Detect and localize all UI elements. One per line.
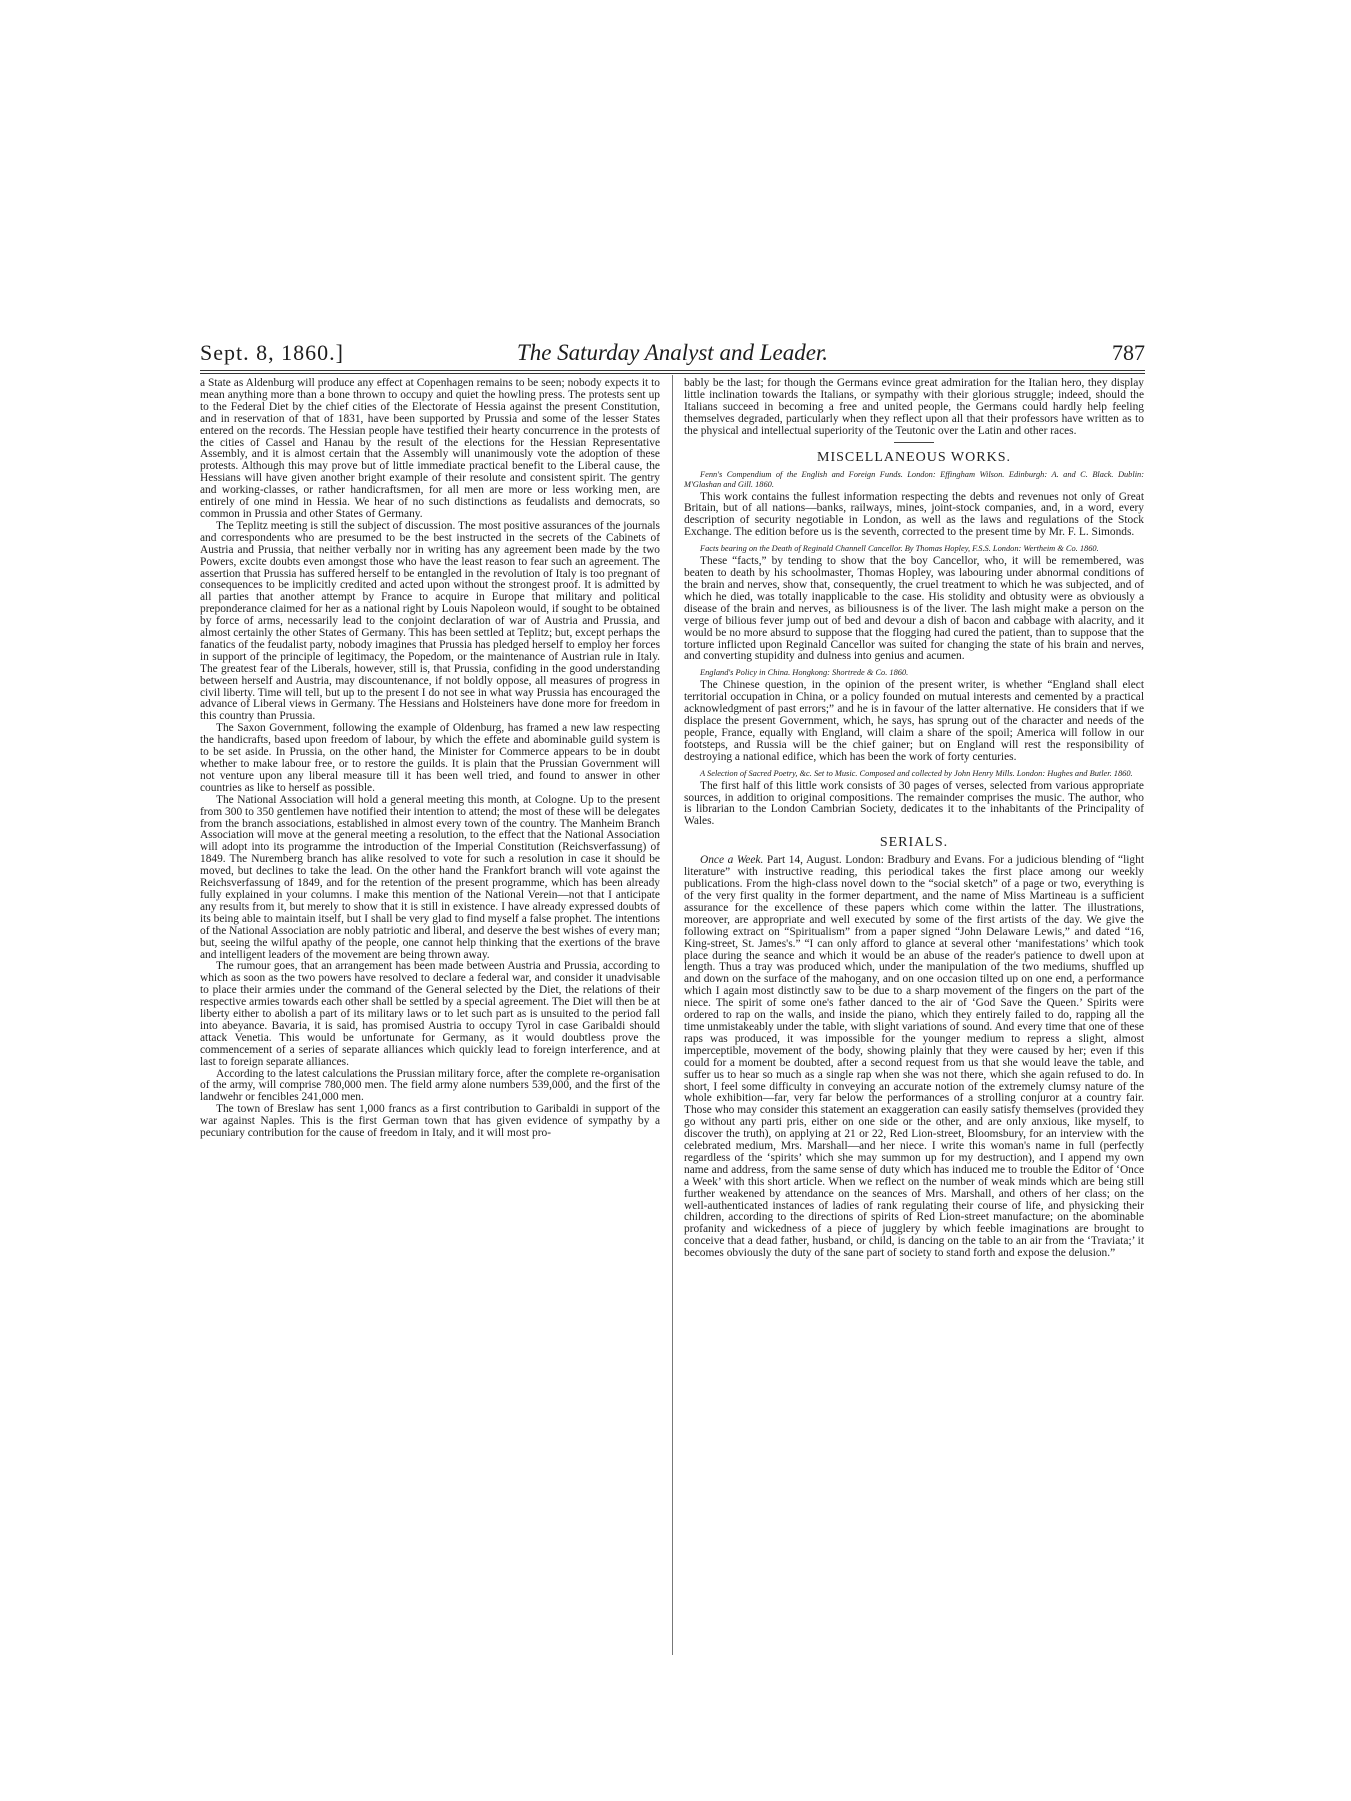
right-column [684,378,1144,1658]
paragraph-rumour: The rumour goes, that an arrangement has been made between Austria and Prussia, according to which as soon as the two powers have resolved to declare a federal war, and consider it unadvisable to place their armies under the command of the General selected by the Diet, the relations of their respective armies towards each other shall be settled by a special agreement. The Diet will then be at liberty either to abolish a part of its military laws or to let such part as is unsuited to the period fall into abeyance. Bavaria, it is said, has promised Austria to occupy Tyrol in case Garibaldi should attack Venetia. This would be unfortunate for Germany, as it would doubtless prove the commencement of a series of separate alliances which quickly lead to foreign interference, and at last to foreign separate alliances. [200,960,660,1068]
header-date: Sept. 8, 1860.] [200,340,344,365]
review-text: The first half of this little work consists of 30 pages of verses, selected from various appropriate sources, in addition to original compositions. The remainder comprises the music. The author, who is librarian to the London Cambrian Society, dedicates it to the inhabitants of the Principality of Wales. [684,779,1144,828]
section-heading-miscellaneous: MISCELLANEOUS WORKS. [817,449,1011,465]
header-rule-second [200,373,1145,374]
column-divider [672,375,673,1655]
paragraph-breslaw: The town of Breslaw has sent 1,000 francs as a first contribution to Garibaldi in support of the war against Naples. This is the first German town that has given evidence of sympathy by a pecuniary contribution for the cause of freedom in Italy, and it will most pro- [200,1103,660,1140]
section-heading-serials: SERIALS. [879,835,949,851]
publication-title: The Saturday Analyst and Leader. [516,340,829,365]
paragraph-military-force: According to the latest calculations the Prussian military force, after the complete re-organisation of the army, will comprise 780,000 men. The field army alone numbers 539,000, and the first of the landwehr or fencibles 241,000 men. [200,1067,660,1104]
header-rule [200,370,1145,371]
serial-review [684,855,1144,1260]
paragraph-teplitz: The Teplitz meeting is still the subject of discussion. The most positive assurances of the journals and correspondents who are presumed to be the best instructed in the secrets of the Cabinets of Austria and Prussia, that neither verbally nor in writing has any agreement been made by the two Powers, excite doubts even amongst those who have the least reason to fear such an agreement. The assertion that Prussia has suffered herself to be entangled in the revolution of Italy is too pregnant of consequences to be implicitly credited and acted upon without the strongest proof. It is admitted by all parties that another attempt by France to acquire in Europe that military and political preponderance claimed for her as a national right by Louis Napoleon would, if sought to be obtained by force of arms, necessarily lead to the conjoint declaration of war of Austria and Prussia, and almost certainly the other States of Germany. This has been settled at Teplitz; but, except perhaps the fanatics of the feudalist party, nobody imagines that Prussia has pledged herself to employ her forces in support of the principle of legitimacy, the Popedom, or the maintenance of Austrian rule in Italy. The greatest fear of the Liberals, however, still is, that Prussia, confiding in the good understanding between herself and Austria, may discountenance, if not boldly oppose, all measures of progress in civil liberty. Time will tell, but up to the present I do not see in what way Prussia has encouraged the advance of Liberal views in Germany. The Hessians and Holsteiners have done more for freedom in this country than Prussia. [200,519,660,723]
paragraph-national-association: The National Association will hold a general meeting this month, at Cologne. Up to the present from 300 to 350 gentlemen have notified their intention to attend; the most of these will be delegates from the branch associations, established in almost every town of the country. The Manheim Branch Association will move at the general meeting a resolution, to the effect that the National Association will adopt into its programme the introduction of the Imperial Constitution (Reichsverfassung) of 1849. The Nuremberg branch has alike resolved to vote for such a resolution in case it should be moved, but declines to take the lead. On the other hand the Frankfort branch will vote against the Reichsverfassung of 1849, and for the retention of the present programme, which has been already fully explained in your columns. I make this mention of the National Verein—not that I anticipate any results from it, but merely to show that it is still in existence. I have already expressed doubts of its being able to maintain itself, but I shall be very glad to find myself a false prophet. The intentions of the National Association are nobly patriotic and liberal, and deserve the best wishes of every man; but, seeing the wilful apathy of the people, one cannot help thinking that the exertions of the brave and intelligent leaders of the movement are being thrown away. [200,793,660,961]
serial-text: Part 14, August. London: Bradbury and Evans. For a judicious blending of “light literature” with instructive reading, this periodical takes the first place among our weekly publications. From the high-class novel down to the “social sketch” of a page or two, everything is of the very first quality in the former department, and the name of Miss Martineau is a sufficient assurance for the excellence of these papers which come within the latter. The illustrations, moreover, are appropriate and well executed by some of the first artists of the day. We give the following extract on “Spiritualism” from a paper signed “John Delaware Lewis,” and dated “16, King-street, St. James's.” “I can only afford to glance at several other ‘manifestations’ which took place during the seance and which it would be an abuse of the reader's patience to dwell upon at length. Thus a tray was produced which, under the manipulation of the two mediums, shuffled up and down on the surface of the mahogany, and on one occasion tilted up on one end, a performance which I again most distinctly saw to be due to a sharp movement of the fingers on the part of the niece. The spirit of some one's father danced to the air of ‘God Save the Queen.’ Spirits were ordered to rap on the walls, and inside the piano, which they entirely failed to do, rapping all the time unmistakeably under the table, with slight variations of sound. And every time that one of these raps was produced, it was impossible for the younger medium to repress a slight, almost imperceptible, movement of the body, showing plainly that they were caused by her; even if this could for a moment be doubted, after a second request from us that she would leave the table, and suffer us to hear so much as a single rap when she was not there, which she again refused to do. In short, I feel some difficulty in conveying an accurate notion of the extremely clumsy nature of the whole exhibition—far, very far below the performances of a strolling conjuror at a country fair. Those who may consider this statement an exaggeration can easily satisfy themselves (provided they go without any parti pris, either on one side or the other, and are only anxious, like myself, to discover the truth), on applying at 21 or 22, Red Lion-street, Bloomsbury, for an interview with the celebrated medium, Mrs. Marshall—and her niece. I write this woman's name in full (perfectly regardless of the ‘spirits’ which she may summon up for my destruction), and I append my own name and address, from the same sense of duty which has induced me to trouble the Editor of ‘Once a Week’ with this short article. When we reflect on the number of weak minds which are being still further weakened by attendance on the seances of Mrs. Marshall, and others of her class; on the well-authenticated instances of ladies of rank regulating their course of life, and physicking their children, according to the directions of spirits of Red Lion-street manufacture; on the abominable profanity and wickedness of a piece of jugglery by which feeble imaginations are brought to conceive that a dead father, husband, or child, is dancing on the table to an air from the ‘Traviata;’ it becomes obviously the duty of the sane part of society to stand forth and expose the delusion.” [684,854,1144,1260]
page-header [200,340,1145,370]
paragraph-continuation: bably be the last; for though the Germans evince great admiration for the Italian hero, they display little inclination towards the Italians, or sympathy with their glorious struggle; indeed, should the Italians succeed in becoming a free and united people, the Germans could hardly help feeling themselves degraded, particularly when they reflect upon all that their professors have written as to the physical and intellectual superiority of the Teutonic over the Latin and other races. [684,378,1144,437]
serial-title: Once a Week. [700,854,764,867]
paragraph-aldenburg: a State as Aldenburg will produce any effect at Copenhagen remains to be seen; nobody expects it to mean anything more than a bone thrown to occupy and quiet the howling press. The protests sent up to the Federal Diet by the chief cities of the Electorate of Hessia against the present Constitution, and in reservation of that of 1831, have been supported by Prussia and some of the lesser States entered on the records. The Hessian people have testified their hearty concurrence in the protests of the cities of Cassel and Hanau by the result of the elections for the Hessian Representative Assembly, and it is almost certain that the Assembly will unanimously vote the adoption of these protests. Although this may prove but of little immediate practical benefit to the Liberal cause, the Hessians will have given another bright example of their resolute and consistent spirit. The gentry and working-classes, or rather handicraftsmen, for all men are more or less working men, are entirely of one mind in Hessia. We hear of no such distinctions as feudalists and democrats, so common in Prussia and other States of Germany. [200,378,660,520]
review-bibliography: Facts bearing on the Death of Reginald Channell Cancellor. By Thomas Hopley, F.S.S. London: Wertheim & Co. 1860. [700,544,1099,554]
review-bibliography: England's Policy in China. Hongkong: Shortrede & Co. 1860. [700,668,909,678]
paragraph-saxon: The Saxon Government, following the example of Oldenburg, has framed a new law respecting the handicrafts, based upon freedom of labour, by which the effete and abominable guild system is to be set aside. In Prussia, on the other hand, the Minister for Commerce appears to be in doubt whether to make labour free, or to restore the guilds. It is plain that the Prussian Government will not venture upon any liberal measure till it has been well tried, and found to answer in other countries as like to herself as possible. [200,722,660,794]
review-text: This work contains the fullest information respecting the debts and revenues not only of Great Britain, but of all nations—banks, railways, mines, joint-stock companies, and, in a word, every description of security negotiable in London, as well as the laws and regulations of the Stock Exchange. The edition before us is the seventh, corrected to the present time by Mr. F. L. Simonds. [684,490,1144,539]
left-column [200,378,660,1658]
section-rule [894,442,934,443]
review-text: These “facts,” by tending to show that the boy Cancellor, who, it will be remembered, was beaten to death by his schoolmaster, Thomas Hopley, was labouring under abnormal conditions of the brain and nerves, show that, consequently, the cruel treatment to which he was subjected, and of which he died, was totally inapplicable to the case. His stolidity and obtusity were as obviously a disease of the brain and nerves, as biliousness is of the liver. The lash might make a person on the verge of bilious fever jump out of bed and devour a dish of bacon and cabbage with alacrity, and it would be no more absurd to suppose that the flogging had cured the patient, than to suppose that the torture inflicted upon Reginald Cancellor was suited for changing the state of his brain and nerves, and converting stupidity and dulness into genius and acumen. [684,555,1144,663]
page-number: 787 [1112,340,1145,365]
review-bibliography: A Selection of Sacred Poetry, &c. Set to Music. Composed and collected by John Henry Mills. London: Hughes and Butler. 1860. [700,768,1133,778]
review-text: The Chinese question, in the opinion of the present writer, is whether “England shall elect territorial occupation in China, or a policy founded on mutual interests and cemented by a practical acknowledgment of past errors;” and he is in favour of the latter alternative. He considers that if we displace the present Government, which, he says, has sprung out of the character and needs of the people, France, equally with England, will claim a share of the spoil; America will follow in our footsteps, and Russia will be the chief gainer; but on England will rest the responsibility of destroying a national edifice, which has been the work of forty centuries. [684,679,1144,763]
review-bibliography: Fenn's Compendium of the English and Foreign Funds. London: Effingham Wilson. Edinburgh: A. and C. Black. Dublin: M'Glashan and Gill. 1860. [684,469,1144,489]
